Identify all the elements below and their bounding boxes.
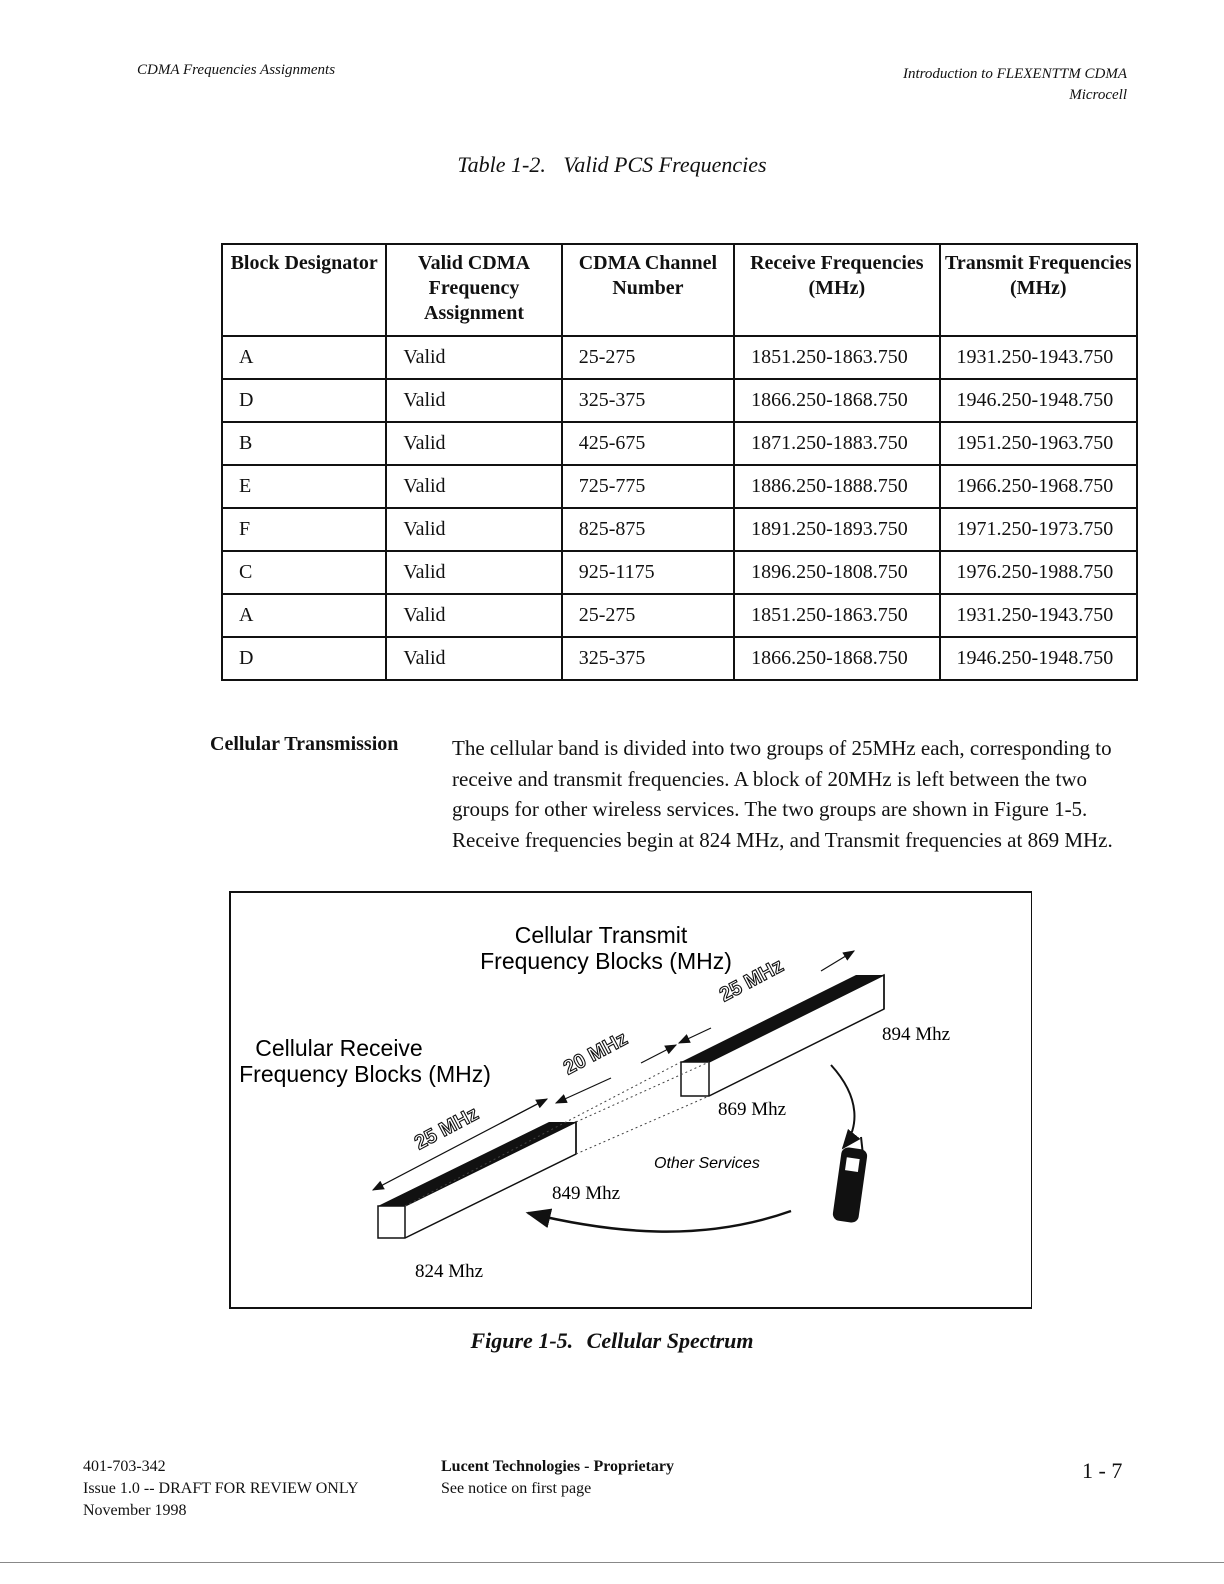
curved-arrow-right (831, 1065, 854, 1148)
cell-block: F (222, 508, 386, 551)
cell-receive: 1866.250-1868.750 (734, 379, 939, 422)
cell-receive: 1891.250-1893.750 (734, 508, 939, 551)
cell-valid: Valid (386, 336, 561, 379)
table-row (222, 551, 1137, 594)
cell-valid: Valid (386, 551, 561, 594)
footer-date: November 1998 (83, 1502, 187, 1519)
label-894-mhz: 894 Mhz (882, 1024, 951, 1045)
transmit-span-arrow-left (679, 1028, 711, 1043)
cell-block: E (222, 465, 386, 508)
bottom-rule (0, 1562, 1224, 1563)
footer-doc-number: 401-703-342 (83, 1458, 166, 1475)
cell-block: C (222, 551, 386, 594)
cell-channel: 825-875 (562, 508, 734, 551)
cell-block: A (222, 336, 386, 379)
table-row (222, 594, 1137, 637)
section-body (452, 733, 1142, 855)
cell-receive: 1851.250-1863.750 (734, 336, 939, 379)
transmit-title-line2: Frequency Blocks (MHz) (480, 948, 732, 974)
receive-title-line2: Frequency Blocks (MHz) (239, 1061, 491, 1087)
cellular-spectrum-figure (229, 891, 1032, 1309)
transmit-span-arrow-right (821, 951, 854, 971)
transmit-block (681, 975, 884, 1096)
spectrum-diagram (231, 893, 1034, 1311)
label-849-mhz: 849 Mhz (552, 1183, 621, 1204)
running-header-left: CDMA Frequencies Assignments (137, 62, 336, 78)
page-number: 1 - 7 (1082, 1458, 1123, 1483)
cell-transmit: 1951.250-1963.750 (940, 422, 1137, 465)
transmit-span-label: 25 MHz (716, 954, 788, 1007)
table-header-row (222, 244, 1137, 336)
table-row (222, 508, 1137, 551)
cell-valid: Valid (386, 465, 561, 508)
cell-channel: 325-375 (562, 379, 734, 422)
cell-transmit: 1931.250-1943.750 (940, 594, 1137, 637)
footer-company: Lucent Technologies - Proprietary (441, 1458, 675, 1475)
cell-receive: 1896.250-1808.750 (734, 551, 939, 594)
gap-span-arrow-right (641, 1045, 676, 1063)
column-header-receive: Receive Frequencies (MHz) (734, 244, 939, 336)
transmit-title-line1: Cellular Transmit (514, 922, 688, 948)
section-paragraph: The cellular band is divided into two groups of 25MHz each, corresponding to receive and transmit frequencies. A block of 20MHz is left between the two groups for other wireless services. The two groups are shown in Figure 1-5. Receive frequencies begin at 824 MHz, and Transmit frequencies at 869 MHz. (452, 736, 1113, 852)
receive-span-label: 25 MHz (411, 1102, 483, 1155)
running-header-right-line2: Microcell (1069, 87, 1127, 103)
cell-receive: 1871.250-1883.750 (734, 422, 939, 465)
mobile-phone-icon (832, 1137, 868, 1223)
cell-block: A (222, 594, 386, 637)
cell-valid: Valid (386, 637, 561, 680)
column-header-transmit: Transmit Frequencies (MHz) (940, 244, 1137, 336)
table-row (222, 422, 1137, 465)
column-header-block: Block Designator (222, 244, 386, 336)
section-heading: Cellular Transmission (210, 733, 399, 755)
receive-block (378, 1122, 576, 1238)
cell-transmit: 1946.250-1948.750 (940, 379, 1137, 422)
cell-block: B (222, 422, 386, 465)
cell-transmit: 1971.250-1973.750 (940, 508, 1137, 551)
table-row (222, 465, 1137, 508)
footer-issue: Issue 1.0 -- DRAFT FOR REVIEW ONLY (83, 1480, 359, 1497)
cell-receive: 1851.250-1863.750 (734, 594, 939, 637)
table-caption-number: Table 1-2. (457, 152, 546, 177)
cell-block: D (222, 379, 386, 422)
running-header-right (903, 64, 1127, 106)
cell-transmit: 1976.250-1988.750 (940, 551, 1137, 594)
footer-left (83, 1456, 359, 1522)
cell-valid: Valid (386, 379, 561, 422)
column-header-channel: CDMA Channel Number (562, 244, 734, 336)
cell-channel: 425-675 (562, 422, 734, 465)
column-header-valid: Valid CDMA Frequency Assignment (386, 244, 561, 336)
cell-valid: Valid (386, 422, 561, 465)
cell-channel: 925-1175 (562, 551, 734, 594)
guide-line (576, 1096, 709, 1154)
table-row (222, 637, 1137, 680)
figure-caption-title: Cellular Spectrum (586, 1328, 754, 1353)
table-caption-title: Valid PCS Frequencies (563, 152, 767, 177)
cell-block: D (222, 637, 386, 680)
table-row (222, 379, 1137, 422)
receive-title-line1: Cellular Receive (255, 1035, 423, 1061)
cell-valid: Valid (386, 508, 561, 551)
label-824-mhz: 824 Mhz (415, 1261, 484, 1282)
figure-caption-number: Figure 1-5. (470, 1328, 574, 1353)
receive-span-arrow-right (501, 1099, 547, 1123)
cell-channel: 725-775 (562, 465, 734, 508)
cell-transmit: 1931.250-1943.750 (940, 336, 1137, 379)
cell-transmit: 1966.250-1968.750 (940, 465, 1137, 508)
cell-valid: Valid (386, 594, 561, 637)
footer-middle (441, 1456, 674, 1500)
running-header-right-line1: Introduction to FLEXENTTM CDMA (902, 66, 1127, 82)
cell-receive: 1886.250-1888.750 (734, 465, 939, 508)
footer-notice: See notice on first page (441, 1480, 592, 1497)
cell-receive: 1866.250-1868.750 (734, 637, 939, 680)
other-services-label: Other Services (654, 1155, 760, 1172)
gap-span-label: 20 MHz (560, 1027, 632, 1080)
figure-caption (0, 1328, 1224, 1354)
curved-arrow-bottom (528, 1211, 791, 1232)
cell-channel: 25-275 (562, 336, 734, 379)
cell-channel: 25-275 (562, 594, 734, 637)
label-869-mhz: 869 Mhz (718, 1099, 787, 1120)
gap-span-arrow-left (556, 1078, 611, 1103)
cell-transmit: 1946.250-1948.750 (940, 637, 1137, 680)
table-row (222, 336, 1137, 379)
table-caption (0, 152, 1224, 178)
pcs-frequencies-table (221, 243, 1138, 681)
cell-channel: 325-375 (562, 637, 734, 680)
